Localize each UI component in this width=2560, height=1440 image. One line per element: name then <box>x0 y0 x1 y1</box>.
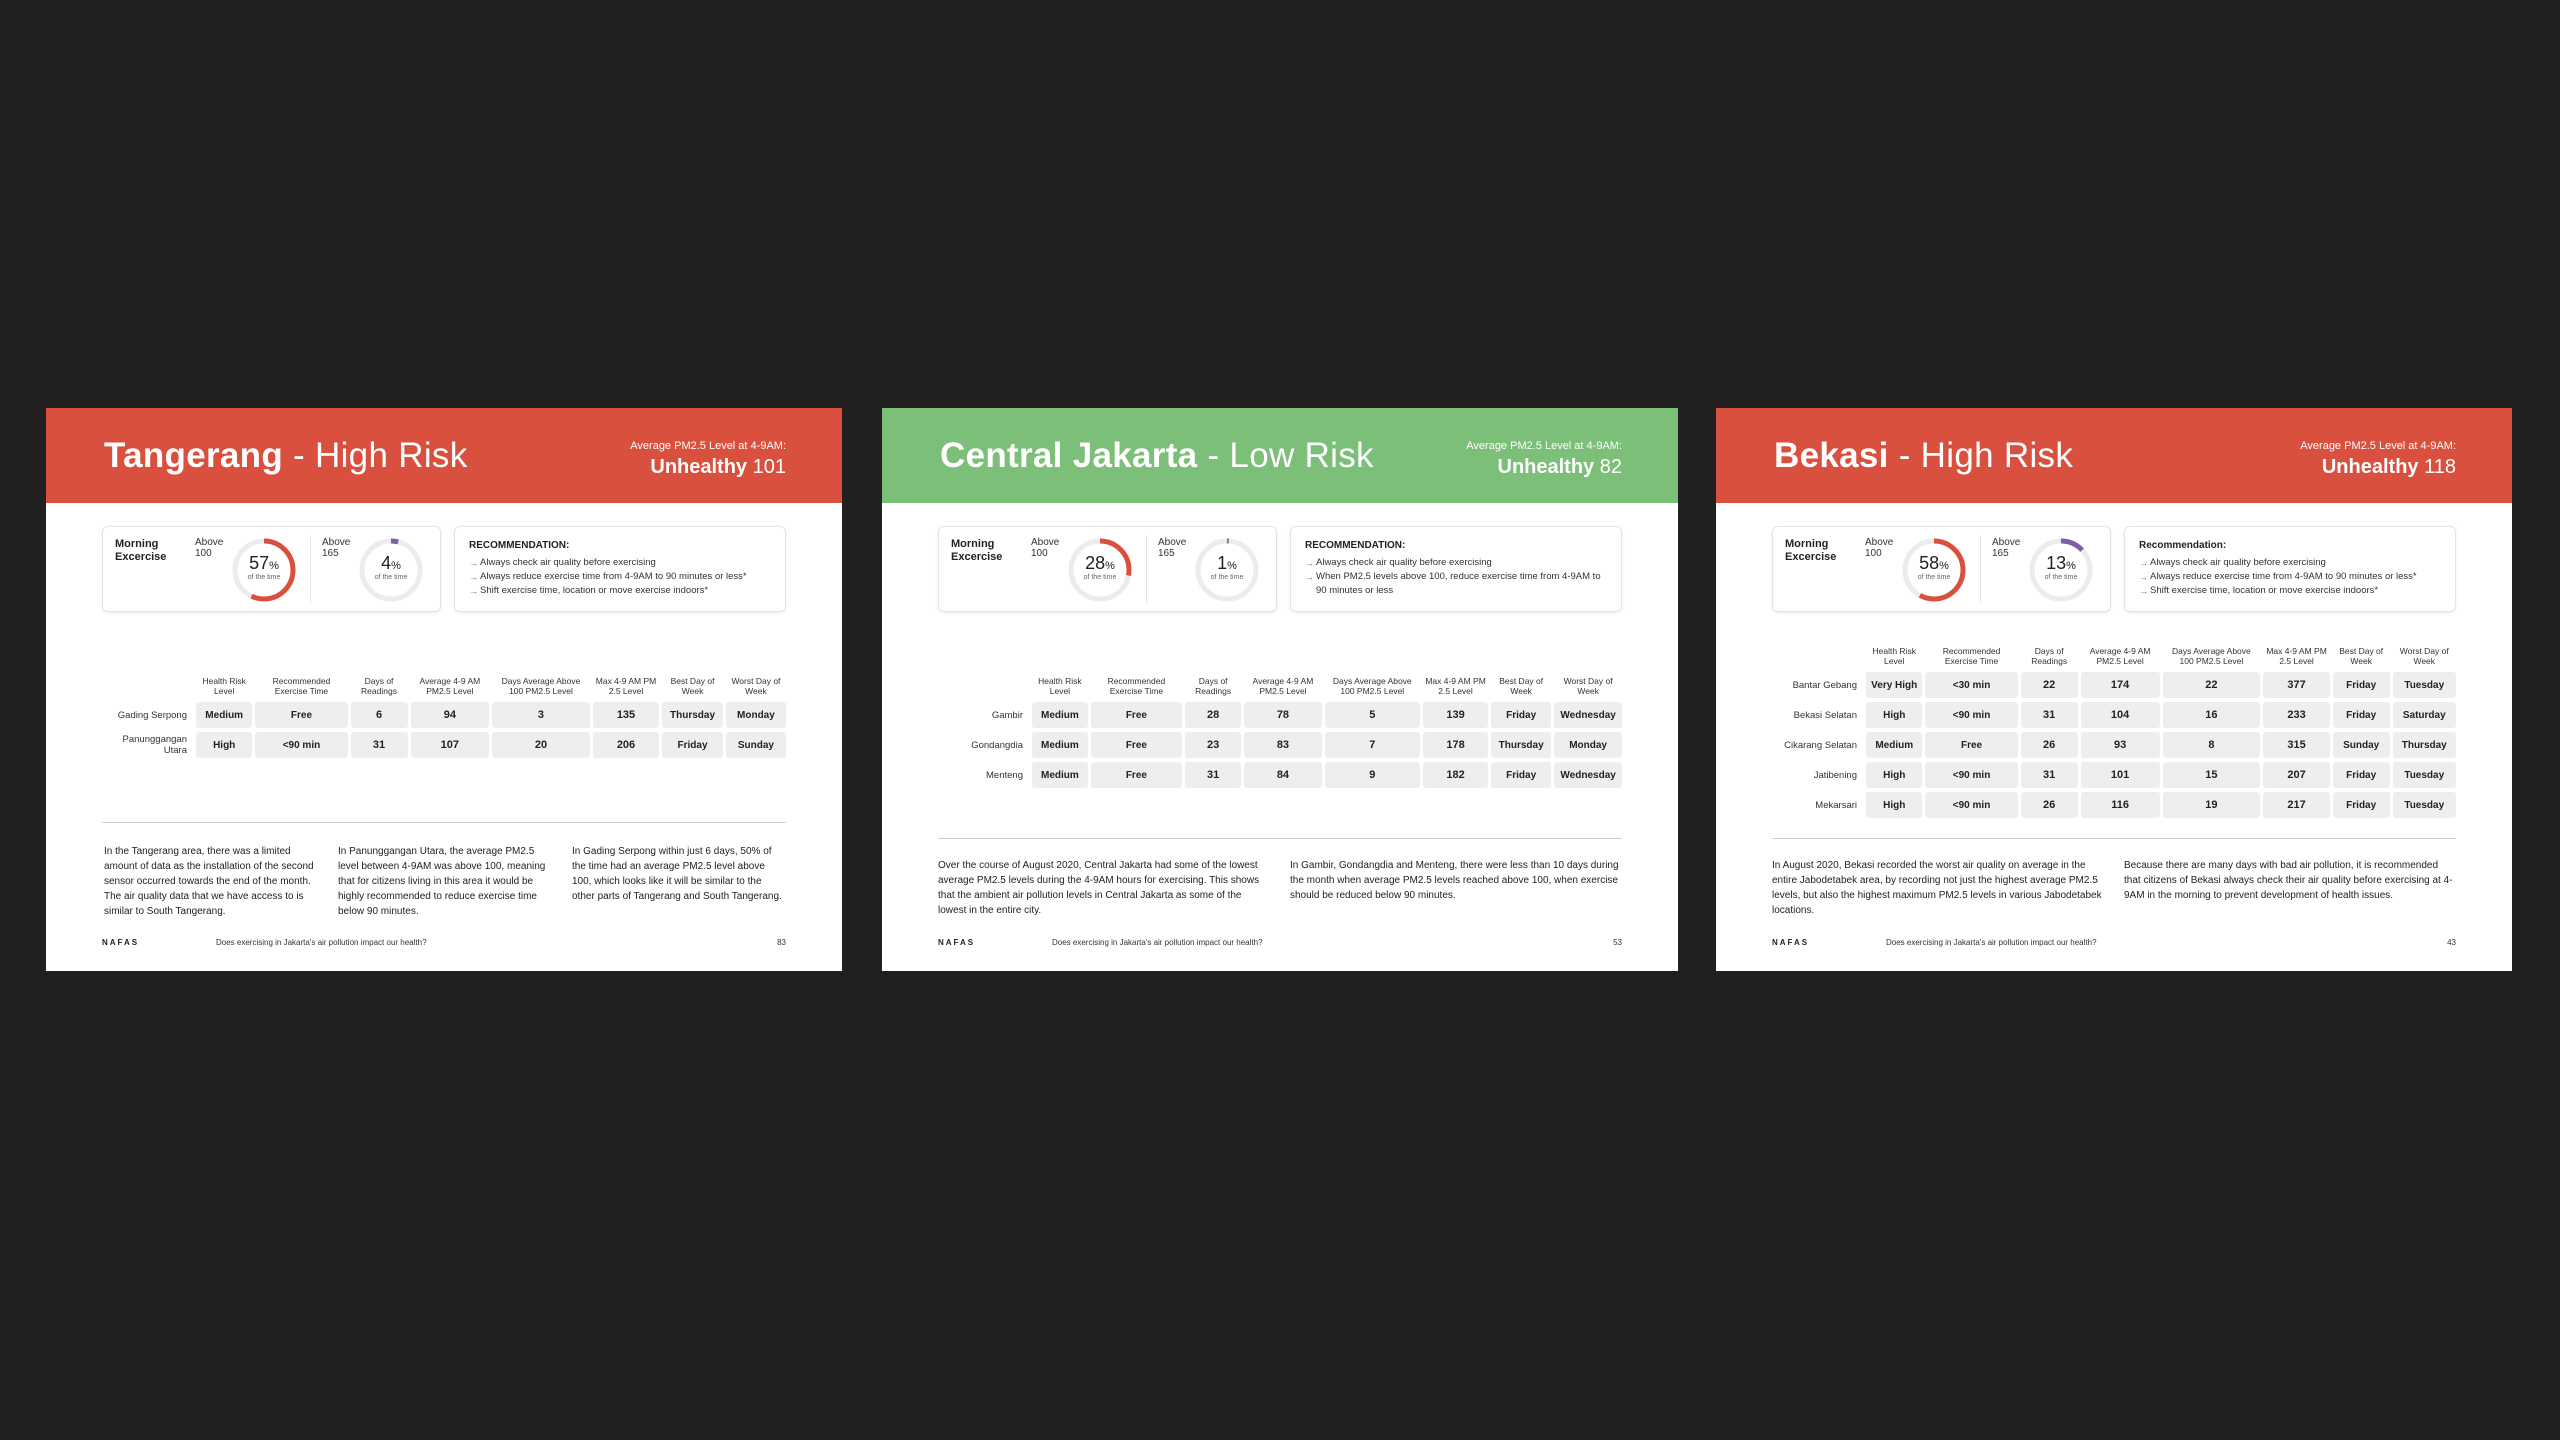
recommendation-list <box>469 556 775 598</box>
column-header: Average 4-9 AM PM2.5 Level <box>419 676 481 696</box>
column-header: Best Day of Week <box>670 676 715 696</box>
table-cell: 22 <box>2021 672 2078 698</box>
table-cell: 15 <box>2163 762 2261 788</box>
average-label: Average PM2.5 Level at 4-9AM: <box>1466 440 1622 452</box>
above-100-percent: 58 <box>1919 553 1940 573</box>
table-row <box>1769 792 2456 818</box>
table-cell: Sunday <box>726 732 786 758</box>
nafas-logo: NAFAS <box>938 938 976 947</box>
body-paragraph: In August 2020, Bekasi recorded the worst air quality on average in the entire Jabodetabek area, by recording not just the highest average PM2.5 levels, but also the highest maximum PM2.5 levels in various Jabodetabek locations. <box>1772 860 2102 916</box>
location-table <box>96 648 789 762</box>
risk-cell: High <box>1866 792 1922 818</box>
exercise-label: Morning Excercise <box>1785 538 1837 563</box>
of-the-time-label: of the time <box>1210 574 1244 581</box>
page-title: Bekasi - High Risk <box>1774 436 2074 475</box>
table-cell: 315 <box>2263 732 2330 758</box>
column-header: Average 4-9 AM PM2.5 Level <box>1252 676 1314 696</box>
average-label: Average PM2.5 Level at 4-9AM: <box>630 440 786 452</box>
location-name: Menteng <box>986 769 1023 781</box>
body-paragraph: Over the course of August 2020, Central Jakarta had some of the lowest average PM2.5 levels during the 4-9AM hours for exercising. This shows that the ambient air pollution levels in Central Jakarta as some of the lowest in the entire city. <box>938 860 1260 916</box>
divider <box>1146 535 1147 603</box>
footer-question: Does exercising in Jakarta's air pollution impact our health? <box>1052 938 1263 947</box>
above-165-label: Above 165 <box>1158 537 1187 559</box>
nafas-logo: NAFAS <box>102 938 140 947</box>
table-cell: 31 <box>2021 702 2078 728</box>
table-cell: 233 <box>2263 702 2330 728</box>
page-number: 83 <box>777 938 786 947</box>
divider <box>1772 838 2456 839</box>
table-row <box>1769 732 2456 758</box>
table-cell: Friday <box>2333 702 2390 728</box>
page-header <box>1716 408 2512 503</box>
location-table <box>932 648 1625 792</box>
recommendation-title: RECOMMENDATION: <box>1305 540 1406 551</box>
footer-question: Does exercising in Jakarta's air pollution impact our health? <box>1886 938 2097 947</box>
location-name: Gondangdia <box>971 739 1023 751</box>
table-cell: 16 <box>2163 702 2261 728</box>
page-number: 43 <box>2447 938 2456 947</box>
table-cell: 5 <box>1325 702 1420 728</box>
report-page-tangerang <box>46 408 842 971</box>
table-cell: 31 <box>1185 762 1241 788</box>
average-value: Unhealthy 118 <box>2321 456 2456 478</box>
column-header: Max 4-9 AM PM 2.5 Level <box>595 676 657 696</box>
above-165-percent: 4 <box>381 553 392 573</box>
column-header: Best Day of Week <box>1499 676 1544 696</box>
above-100-label: Above 100 <box>195 537 224 559</box>
of-the-time-label: of the time <box>2044 574 2078 581</box>
risk-cell: Medium <box>1032 762 1088 788</box>
column-header: Days Average Above 100 PM2.5 Level <box>501 676 581 696</box>
divider <box>938 838 1622 839</box>
risk-cell: Very High <box>1866 672 1922 698</box>
table-row <box>99 702 786 728</box>
table-cell: Friday <box>1491 762 1551 788</box>
time-cell: Free <box>1925 732 2017 758</box>
column-header: Days Average Above 100 PM2.5 Level <box>2172 646 2251 666</box>
recommendation-list <box>1305 556 1611 598</box>
divider <box>310 535 311 603</box>
column-header: Days of Readings <box>2031 646 2068 666</box>
recommendation-item: → Shift exercise time, location or move exercise indoors* <box>2139 584 2445 598</box>
table-cell: 19 <box>2163 792 2261 818</box>
divider <box>102 822 786 823</box>
column-header: Recommended Exercise Time <box>1107 676 1166 696</box>
table-cell: 206 <box>593 732 659 758</box>
recommendation-item: → Shift exercise time, location or move exercise indoors* <box>469 584 775 598</box>
page-header <box>882 408 1678 503</box>
page-header <box>46 408 842 503</box>
table-cell: 7 <box>1325 732 1420 758</box>
location-name: Cikarang Selatan <box>1784 739 1857 751</box>
morning-exercise-box <box>938 526 1277 612</box>
location-name: Gading Serpong <box>117 709 187 721</box>
recommendation-item: → Always check air quality before exercising <box>2139 556 2445 570</box>
footer-question: Does exercising in Jakarta's air pollution impact our health? <box>216 938 427 947</box>
time-cell: <90 min <box>1925 792 2017 818</box>
table-cell: 6 <box>351 702 408 728</box>
column-header: Health Risk Level <box>1038 676 1082 696</box>
table-cell: 31 <box>351 732 408 758</box>
time-cell: <90 min <box>1925 762 2017 788</box>
table-cell: 93 <box>2081 732 2160 758</box>
of-the-time-label: of the time <box>1083 574 1117 581</box>
table-cell: 174 <box>2081 672 2160 698</box>
table-row <box>1769 702 2456 728</box>
exercise-label: Morning Excercise <box>115 538 167 563</box>
recommendation-box <box>2124 526 2456 612</box>
time-cell: <30 min <box>1925 672 2017 698</box>
column-header: Health Risk Level <box>202 676 246 696</box>
table-cell: Tuesday <box>2393 672 2457 698</box>
table-header-row <box>935 652 1622 698</box>
page-title: Tangerang - High Risk <box>104 436 468 475</box>
risk-cell: Medium <box>1032 702 1088 728</box>
time-cell: <90 min <box>1925 702 2017 728</box>
recommendation-box <box>454 526 786 612</box>
recommendation-item: → Always reduce exercise time from 4-9AM to 90 minutes or less* <box>469 570 775 584</box>
above-100-label: Above 100 <box>1031 537 1060 559</box>
table-cell: 182 <box>1423 762 1488 788</box>
donut-above-100: 28% of the time <box>1067 537 1133 603</box>
body-paragraph: In the Tangerang area, there was a limited amount of data as the installation of the second sensor occurred towards the end of the month. The air quality data that we have access to is similar to South Tangerang. <box>104 846 314 917</box>
table-cell: 116 <box>2081 792 2160 818</box>
table-cell: Tuesday <box>2393 792 2457 818</box>
table-cell: 3 <box>492 702 590 728</box>
of-the-time-label: of the time <box>374 574 408 581</box>
morning-exercise-box <box>1772 526 2111 612</box>
column-header: Days Average Above 100 PM2.5 Level <box>1332 676 1412 696</box>
table-cell: Friday <box>2333 792 2390 818</box>
column-header <box>1769 622 1863 668</box>
column-header <box>99 652 193 698</box>
recommendation-item: → Always reduce exercise time from 4-9AM to 90 minutes or less* <box>2139 570 2445 584</box>
report-page-bekasi <box>1716 408 2512 971</box>
table-cell: 139 <box>1423 702 1488 728</box>
table-row <box>99 732 786 758</box>
above-100-percent: 57 <box>249 553 270 573</box>
table-cell: 26 <box>2021 732 2078 758</box>
table-cell: 178 <box>1423 732 1488 758</box>
recommendation-title: RECOMMENDATION: <box>469 540 570 551</box>
body-paragraph: In Gambir, Gondangdia and Menteng, there were less than 10 days during the month when average PM2.5 levels reached above 100, when exercise should be reduced below 90 minutes. <box>1290 860 1619 901</box>
donut-above-100: 57% of the time <box>231 537 297 603</box>
risk-cell: Medium <box>196 702 252 728</box>
table-cell: 20 <box>492 732 590 758</box>
table-row <box>935 762 1622 788</box>
donut-above-100: 58% of the time <box>1901 537 1967 603</box>
table-cell: 101 <box>2081 762 2160 788</box>
column-header: Worst Day of Week <box>2399 646 2449 666</box>
body-paragraph: Because there are many days with bad air pollution, it is recommended that citizens of Bekasi always check their air quality before exercising at 4-9AM in the morning to prevent development of health issues. <box>2124 860 2453 901</box>
table-cell: Thursday <box>1491 732 1551 758</box>
location-name: Bantar Gebang <box>1792 679 1857 691</box>
table-cell: 107 <box>411 732 490 758</box>
time-cell: Free <box>1091 762 1182 788</box>
column-header: Max 4-9 AM PM 2.5 Level <box>1425 676 1486 696</box>
location-name: Gambir <box>991 709 1023 721</box>
table-cell: 28 <box>1185 702 1241 728</box>
time-cell: Free <box>255 702 347 728</box>
risk-cell: Medium <box>1866 732 1922 758</box>
column-header: Days of Readings <box>1195 676 1232 696</box>
column-header <box>935 652 1029 698</box>
table-header-row <box>99 652 786 698</box>
table-row <box>935 732 1622 758</box>
donut-above-165: 13% of the time <box>2028 537 2094 603</box>
average-label: Average PM2.5 Level at 4-9AM: <box>2300 440 2456 452</box>
location-name: Bekasi Selatan <box>1793 709 1857 721</box>
table-row <box>1769 672 2456 698</box>
above-165-percent: 1 <box>1217 553 1228 573</box>
table-cell: Friday <box>2333 672 2390 698</box>
risk-cell: Medium <box>1032 732 1088 758</box>
location-name: Panunggangan Utara <box>122 734 187 756</box>
table-cell: Friday <box>662 732 723 758</box>
column-header: Days of Readings <box>361 676 397 696</box>
table-cell: 9 <box>1325 762 1420 788</box>
report-page-central-jakarta <box>882 408 1678 971</box>
time-cell: Free <box>1091 732 1182 758</box>
table-cell: 217 <box>2263 792 2330 818</box>
time-cell: Free <box>1091 702 1182 728</box>
nafas-logo: NAFAS <box>1772 938 1810 947</box>
table-cell: 78 <box>1244 702 1321 728</box>
above-165-label: Above 165 <box>1992 537 2021 559</box>
location-table <box>1766 618 2459 822</box>
table-cell: Wednesday <box>1554 702 1622 728</box>
table-cell: 84 <box>1244 762 1321 788</box>
table-cell: 83 <box>1244 732 1321 758</box>
table-cell: 22 <box>2163 672 2261 698</box>
table-cell: Monday <box>1554 732 1622 758</box>
of-the-time-label: of the time <box>1917 574 1951 581</box>
column-header: Recommended Exercise Time <box>1942 646 2001 666</box>
table-row <box>935 702 1622 728</box>
table-cell: 135 <box>593 702 659 728</box>
table-cell: 23 <box>1185 732 1241 758</box>
donut-above-165: 1% of the time <box>1194 537 1260 603</box>
table-cell: Friday <box>1491 702 1551 728</box>
table-cell: Sunday <box>2333 732 2390 758</box>
location-name: Jatibening <box>1813 769 1857 781</box>
table-cell: Thursday <box>662 702 723 728</box>
column-header: Worst Day of Week <box>1563 676 1613 696</box>
recommendation-box <box>1290 526 1622 612</box>
column-header: Worst Day of Week <box>731 676 781 696</box>
column-header: Recommended Exercise Time <box>272 676 331 696</box>
recommendation-title: Recommendation: <box>2139 540 2227 551</box>
table-cell: Tuesday <box>2393 762 2457 788</box>
table-cell: 26 <box>2021 792 2078 818</box>
table-row <box>1769 762 2456 788</box>
time-cell: <90 min <box>255 732 347 758</box>
of-the-time-label: of the time <box>247 574 281 581</box>
morning-exercise-box <box>102 526 441 612</box>
column-header: Health Risk Level <box>1872 646 1916 666</box>
body-paragraph: In Panunggangan Utara, the average PM2.5 level between 4-9AM was above 100, meaning that for citizens living in this area it would be highly recommended to reduce exercise time below 90 minutes. <box>338 846 546 917</box>
page-title: Central Jakarta - Low Risk <box>940 436 1374 475</box>
above-100-label: Above 100 <box>1865 537 1894 559</box>
recommendation-item: → Always check air quality before exercising <box>1305 556 1611 570</box>
recommendation-list <box>2139 556 2445 598</box>
table-cell: Wednesday <box>1554 762 1622 788</box>
table-cell: Friday <box>2333 762 2390 788</box>
page-number: 53 <box>1613 938 1622 947</box>
average-value: Unhealthy 82 <box>1497 456 1622 478</box>
risk-cell: High <box>1866 762 1922 788</box>
risk-cell: High <box>196 732 252 758</box>
location-name: Mekarsari <box>1815 799 1857 811</box>
table-cell: 94 <box>411 702 490 728</box>
above-165-percent: 13 <box>2046 553 2067 573</box>
body-paragraph: In Gading Serpong within just 6 days, 50% of the time had an average PM2.5 level above 100, which looks like it will be similar to the other parts of Tangerang and South Tangerang. <box>572 846 782 902</box>
table-cell: 31 <box>2021 762 2078 788</box>
risk-cell: High <box>1866 702 1922 728</box>
column-header: Best Day of Week <box>2339 646 2384 666</box>
divider <box>1980 535 1981 603</box>
table-cell: 8 <box>2163 732 2261 758</box>
table-cell: Thursday <box>2393 732 2457 758</box>
column-header: Max 4-9 AM PM 2.5 Level <box>2266 646 2327 666</box>
column-header: Average 4-9 AM PM2.5 Level <box>2089 646 2151 666</box>
donut-above-165: 4% of the time <box>358 537 424 603</box>
table-cell: Monday <box>726 702 786 728</box>
table-cell: Saturday <box>2393 702 2457 728</box>
table-cell: 104 <box>2081 702 2160 728</box>
recommendation-item: → When PM2.5 levels above 100, reduce exercise time from 4-9AM to 90 minutes or less <box>1305 570 1611 598</box>
above-165-label: Above 165 <box>322 537 351 559</box>
table-cell: 377 <box>2263 672 2330 698</box>
exercise-label: Morning Excercise <box>951 538 1003 563</box>
average-value: Unhealthy 101 <box>650 456 786 478</box>
recommendation-item: → Always check air quality before exercising <box>469 556 775 570</box>
table-header-row <box>1769 622 2456 668</box>
table-cell: 207 <box>2263 762 2330 788</box>
above-100-percent: 28 <box>1085 553 1106 573</box>
